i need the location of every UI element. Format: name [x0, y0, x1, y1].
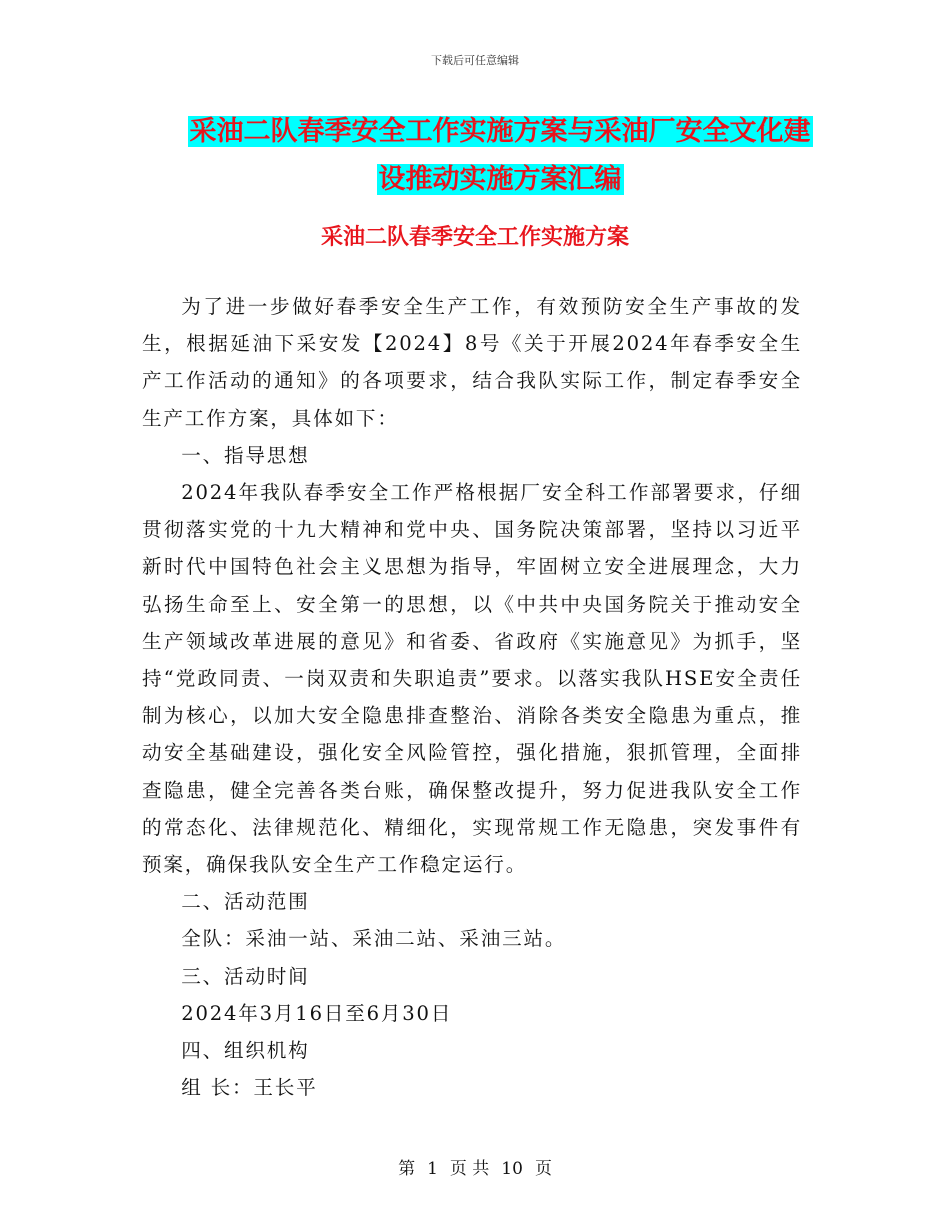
footer-page-number: 1 — [427, 1159, 438, 1179]
document-title-line-2: 设推动实施方案汇编 — [378, 164, 622, 195]
footer-suffix: 页 — [534, 1159, 552, 1179]
paragraph-guiding-ideology: 2024年我队春季安全工作严格根据厂安全科工作部署要求，仔细贯彻落实党的十九大精神和党中央、国务院决策部署，坚持以习近平新时代中国特色社会主义思想为指导，牢固树立安全进展理念，大力弘扬生命至上、安全第一的思想，以《中共中央国务院关于推动安全生产领域改革进展的意见》和省委、省政府《实施意见》为抓手，坚持“党政同责、一岗双责和失职追责”要求。以落实我队HSE安全责任制为核心，以加大安全隐患排查整治、消除各类安全隐患为重点，推动安全基础建设，强化安全风险管控，强化措施，狠抓管理，全面排查隐患，健全完善各类台账，确保整改提升，努力促进我队安全工作的常态化、法律规范化、精细化，实现常规工作无隐患，突发事件有预案，确保我队安全生产工作稳定运行。 — [142, 481, 802, 877]
document-title — [150, 108, 850, 204]
paragraph-intro: 为了进一步做好春季安全生产工作，有效预防安全生产事故的发生，根据延油下采安发【2024】8号《关于开展2024年春季安全生产工作活动的通知》的各项要求，结合我队实际工作，制定春季安全生产工作方案，具体如下： — [142, 295, 802, 430]
footer-prefix: 第 — [398, 1159, 416, 1179]
page-footer — [0, 1154, 950, 1179]
paragraph-activity-scope: 全队：采油一站、采油二站、采油三站。 — [181, 927, 567, 951]
header-note: 下载后可任意编辑 — [431, 54, 519, 67]
heading-guiding-ideology: 一、指导思想 — [181, 443, 310, 467]
body-text — [142, 288, 802, 1106]
paragraph-team-leader: 组 长：王长平 — [181, 1076, 318, 1100]
document-title-line-1: 采油二队春季安全工作实施方案与采油厂安全文化建 — [189, 116, 811, 147]
footer-middle: 页 共 — [449, 1159, 490, 1179]
footer-total-pages: 10 — [501, 1159, 523, 1179]
paragraph-activity-time: 2024年3月16日至6月30日 — [181, 1001, 453, 1025]
heading-activity-scope: 二、活动范围 — [181, 890, 310, 914]
heading-organization: 四、组织机构 — [181, 1039, 310, 1063]
section-title: 采油二队春季安全工作实施方案 — [320, 225, 629, 250]
heading-activity-time: 三、活动时间 — [181, 964, 310, 988]
